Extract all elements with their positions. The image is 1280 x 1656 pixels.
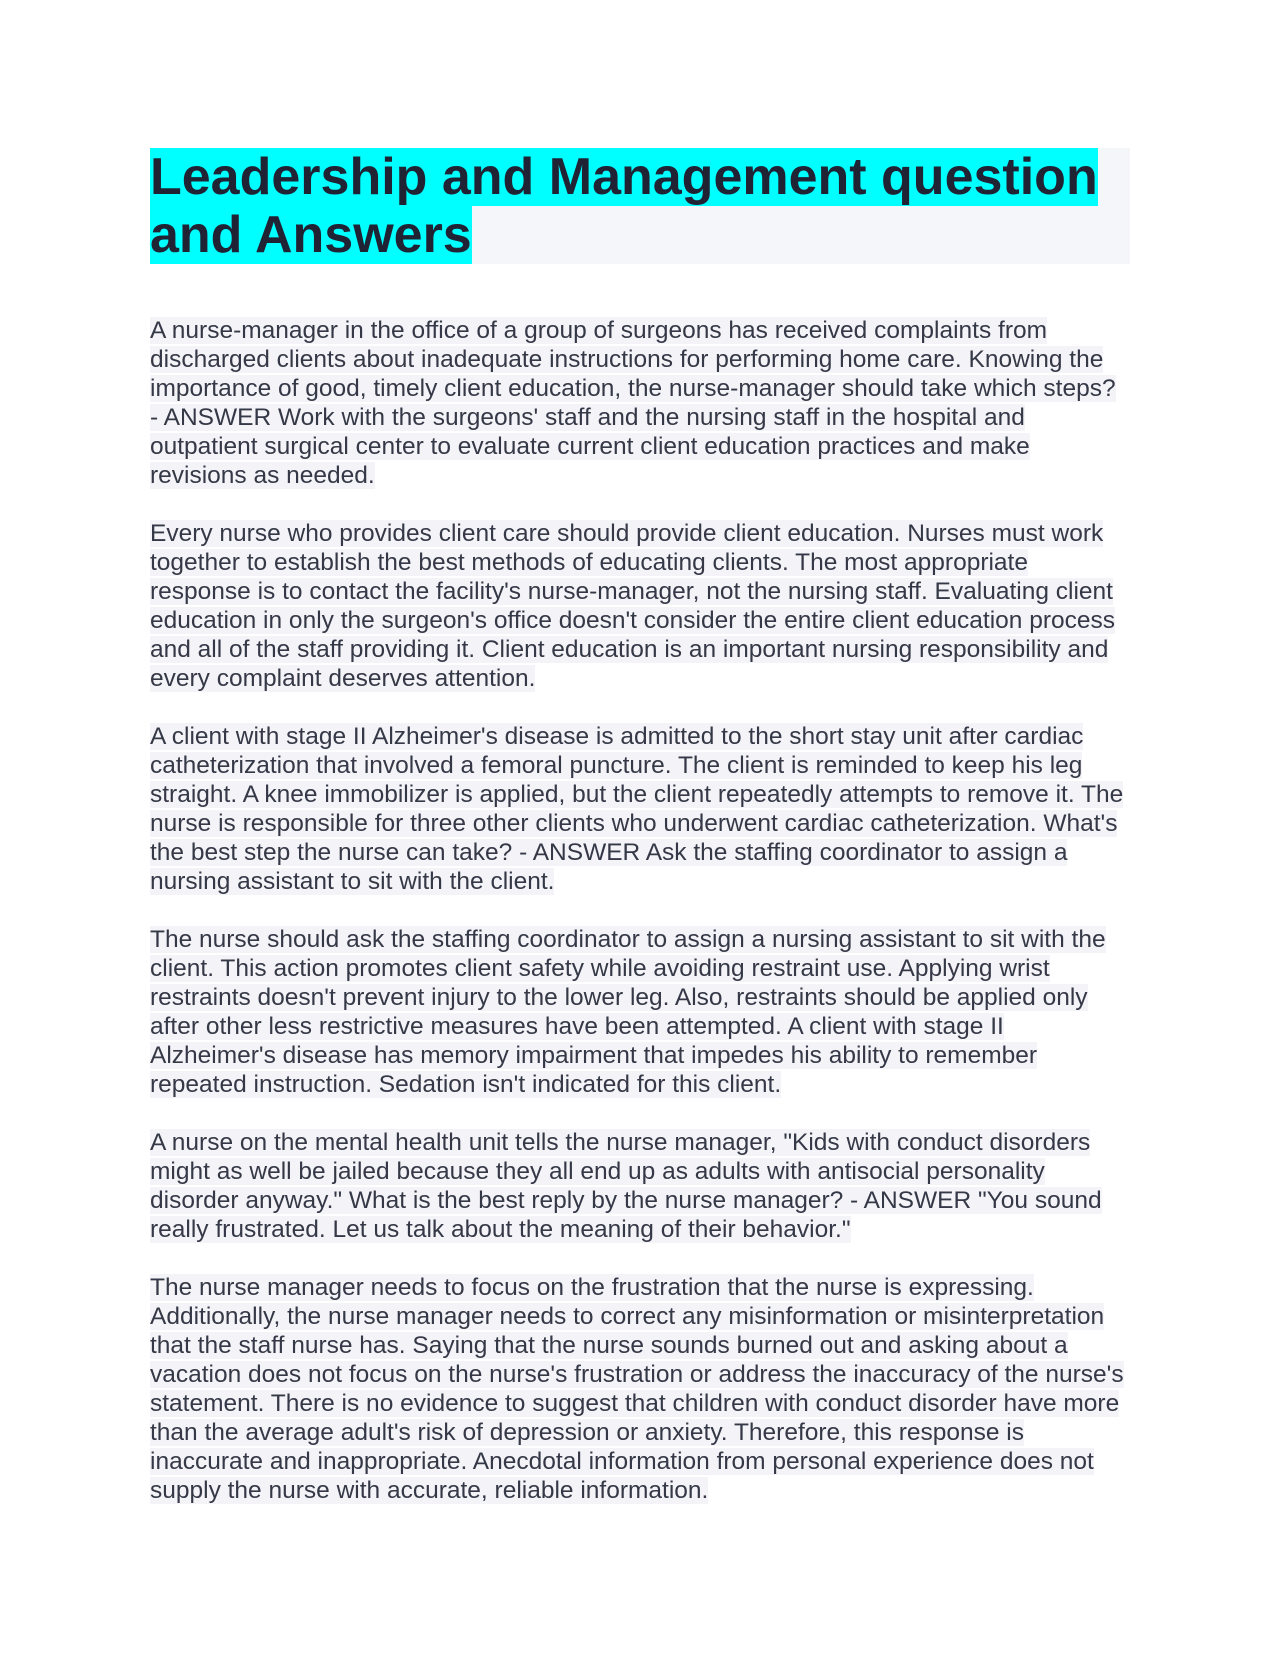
paragraph-text: A nurse-manager in the office of a group of surgeons has received complaints from discharged clients about inadequate instructions for performing home care. Knowing the importance of good, timely client education, the nurse-manager should take which steps? - ANSWER Work with the surgeons' staff and the nursing staff in the hospital and outpatient surgical center to evaluate current client education practices and make revisions as needed. (150, 317, 1116, 489)
paragraph-question-1 (150, 316, 1130, 490)
document-title-text: Leadership and Management question and Answers (150, 148, 1098, 264)
paragraph-text: The nurse should ask the staffing coordinator to assign a nursing assistant to sit with the client. This action promotes client safety while avoiding restraint use. Applying wrist restraints doesn't prevent injury to the lower leg. Also, restraints should be applied only after other less restrictive measures have been attempted. A client with stage II Alzheimer's disease has memory impairment that impedes his ability to remember repeated instruction. Sedation isn't indicated for this client. (150, 926, 1106, 1098)
document-page (150, 148, 1130, 1534)
paragraph-text: The nurse manager needs to focus on the frustration that the nurse is expressing. Additionally, the nurse manager needs to correct any misinformation or misinterpretation that the staff nurse has. Saying that the nurse sounds burned out and asking about a vacation does not focus on the nurse's frustration or address the inaccuracy of the nurse's statement. There is no evidence to suggest that children with conduct disorder have more than the average adult's risk of depression or anxiety. Therefore, this response is inaccurate and inappropriate. Anecdotal information from personal experience does not supply the nurse with accurate, reliable information. (150, 1274, 1124, 1504)
paragraph-text: A nurse on the mental health unit tells the nurse manager, "Kids with conduct disorders might as well be jailed because they all end up as adults with antisocial personality disorder anyway." What is the best reply by the nurse manager? - ANSWER "You sound really frustrated. Let us talk about the meaning of their behavior." (150, 1129, 1102, 1243)
paragraph-text: A client with stage II Alzheimer's disease is admitted to the short stay unit after cardiac catheterization that involved a femoral puncture. The client is reminded to keep his leg straight. A knee immobilizer is applied, but the client repeatedly attempts to remove it. The nurse is responsible for three other clients who underwent cardiac catheterization. What's the best step the nurse can take? - ANSWER Ask the staffing coordinator to assign a nursing assistant to sit with the client. (150, 723, 1124, 895)
paragraph-question-2 (150, 722, 1130, 896)
paragraph-rationale-3 (150, 1273, 1130, 1505)
document-title (150, 148, 1130, 264)
paragraph-rationale-2 (150, 925, 1130, 1099)
paragraph-rationale-1 (150, 519, 1130, 693)
title-block (150, 148, 1130, 264)
paragraph-text: Every nurse who provides client care should provide client education. Nurses must work together to establish the best methods of educating clients. The most appropriate response is to contact the facility's nurse-manager, not the nursing staff. Evaluating client education in only the surgeon's office doesn't consider the entire client education process and all of the staff providing it. Client education is an important nursing responsibility and every complaint deserves attention. (150, 520, 1116, 692)
paragraph-question-3 (150, 1128, 1130, 1244)
